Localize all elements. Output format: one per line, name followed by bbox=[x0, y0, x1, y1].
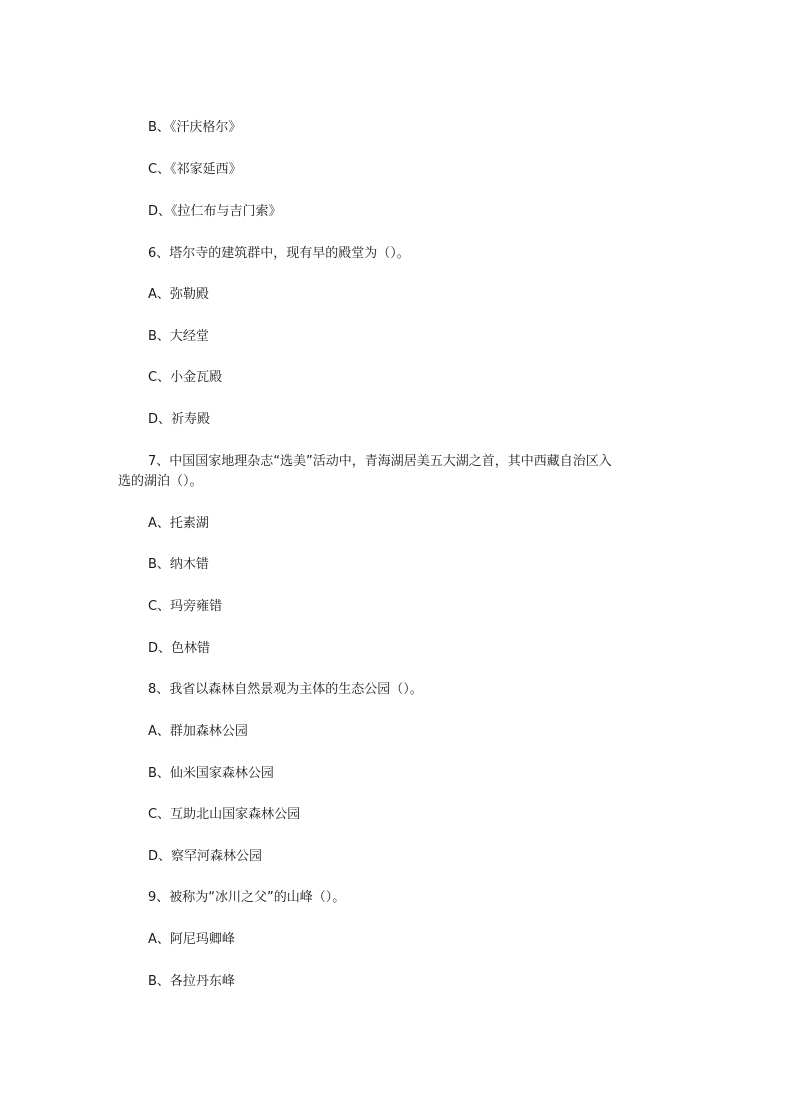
question-8: 8、我省以森林自然景观为主体的生态公园（）。 bbox=[148, 682, 423, 697]
option-7b: B、纳木错 bbox=[148, 557, 209, 572]
option-5b: B、《汗庆格尔》 bbox=[148, 120, 242, 135]
option-5d: D、《拉仁布与吉门索》 bbox=[148, 204, 282, 219]
option-7a: A、托素湖 bbox=[148, 516, 209, 531]
option-9a: A、阿尼玛卿峰 bbox=[148, 932, 235, 947]
option-8b: B、仙米国家森林公园 bbox=[148, 766, 274, 781]
option-8a: A、群加森林公园 bbox=[148, 724, 248, 739]
option-6d: D、祈寿殿 bbox=[148, 412, 211, 427]
question-6: 6、塔尔寺的建筑群中，现有早的殿堂为（）。 bbox=[148, 246, 410, 261]
option-6b: B、大经堂 bbox=[148, 329, 209, 344]
option-7c: C、玛旁雍错 bbox=[148, 599, 223, 614]
question-7-continued: 选的湖泊（）。 bbox=[118, 474, 203, 489]
option-5c: C、《祁家延西》 bbox=[148, 162, 242, 177]
question-7: 7、中国国家地理杂志“选美”活动中，青海湖居美五大湖之首，其中西藏自治区入 bbox=[148, 454, 612, 469]
option-9b: B、各拉丹东峰 bbox=[148, 974, 235, 989]
option-7d: D、色林错 bbox=[148, 641, 211, 656]
question-9: 9、被称为“冰川之父”的山峰（）。 bbox=[148, 890, 346, 905]
option-8c: C、互助北山国家森林公园 bbox=[148, 807, 301, 822]
option-6a: A、弥勒殿 bbox=[148, 287, 209, 302]
option-8d: D、察罕河森林公园 bbox=[148, 849, 263, 864]
option-6c: C、小金瓦殿 bbox=[148, 370, 223, 385]
